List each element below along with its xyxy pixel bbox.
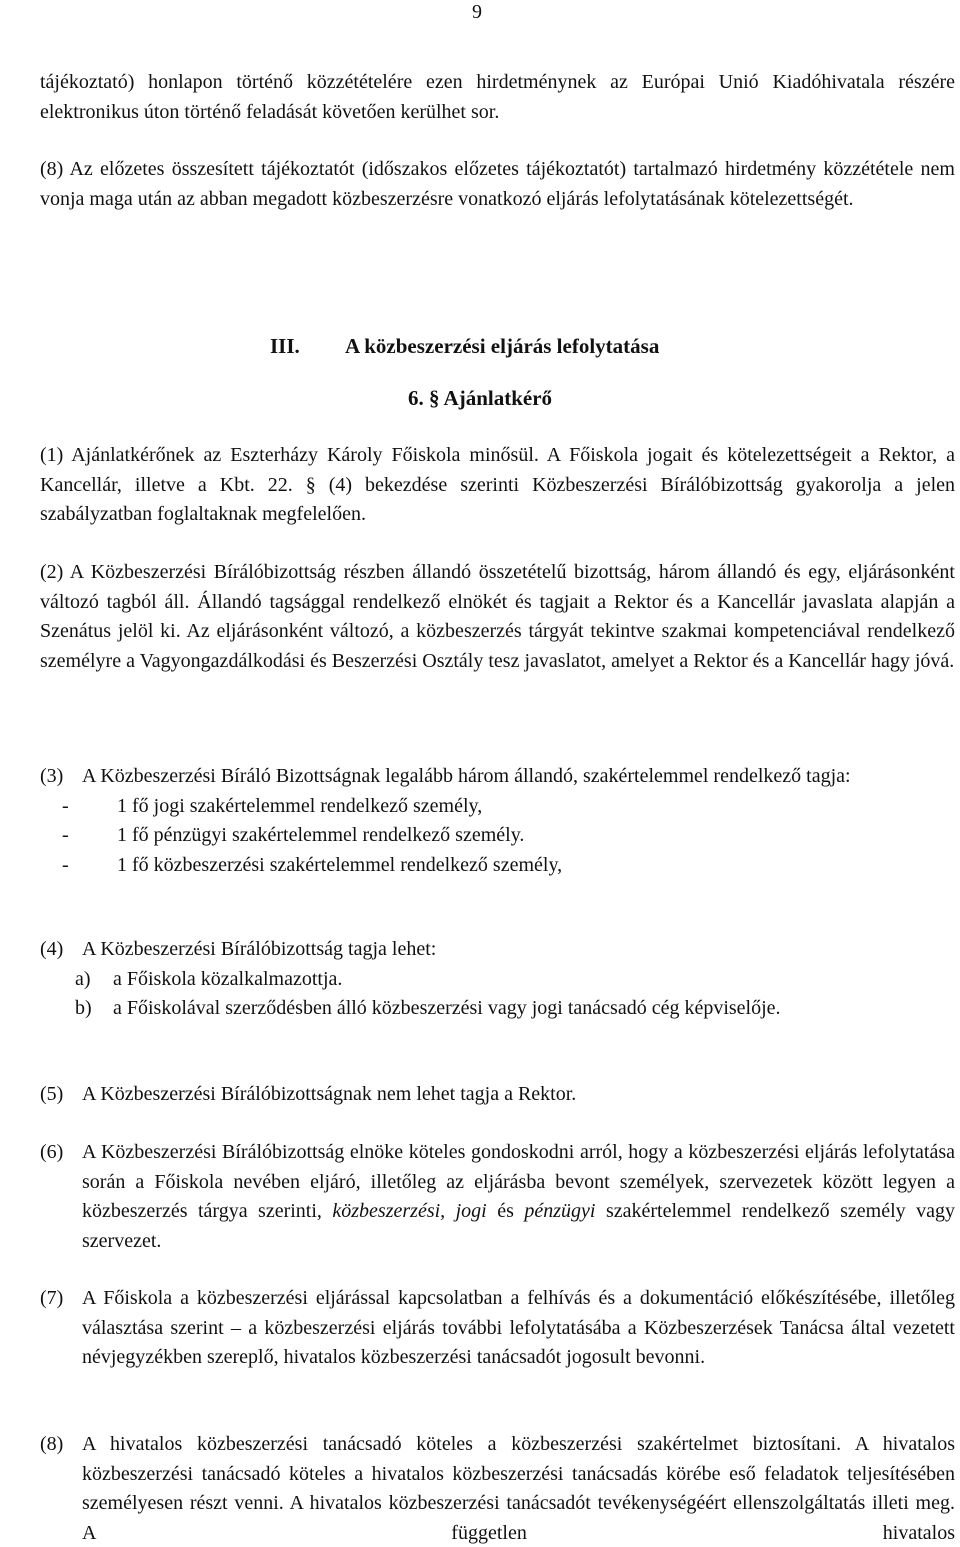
paragraph-6 xyxy=(40,1138,955,1256)
paragraph-1 xyxy=(40,441,955,530)
paragraph-7-lead xyxy=(40,1284,955,1373)
paragraph-4-text: A Közbeszerzési Bírálóbizottság tagja lehet: xyxy=(82,938,437,960)
page-number: 9 xyxy=(472,1,482,23)
list-dash: - xyxy=(62,824,69,846)
paragraph-2-text: (2) A Közbeszerzési Bírálóbizottság részben állandó összetételű bizottság, három állandó és egy, eljárásonként változó tagból áll. Állandó tagsággal rendelkező elnökét és tagjait a Rektor és a Kancellár javaslata alapján a Szenátus jelöl ki. Az eljárásonként változó, a közbeszerzés tárgyát tekintve szakmai kompetenciával rendelkező személyre a Vagyongazdálkodási és Beszerzési Osztály tesz javaslatot, amelyet a Rektor és a Kancellár hagy jóvá. xyxy=(40,561,955,672)
list-dash: - xyxy=(62,853,69,876)
list-item xyxy=(40,792,955,822)
list-item-text: a Főiskolával szerződésben álló közbeszerzési vagy jogi tanácsadó cég képviselője. xyxy=(113,997,781,1019)
list-item xyxy=(40,821,955,851)
list-item xyxy=(40,851,955,881)
paragraph-6-italic-b: pénzügyi xyxy=(524,1200,596,1222)
paragraph-6-text-a: A Közbeszerzési Bírálóbizottság elnöke köteles gondoskodni arról, hogy a közbeszerzési eljárás lefolytatása során a Főiskola nevében eljáró, illetőleg az eljárásba bevont személyek, szervezetek között legyen a közbeszerzés tárgya szerinti, xyxy=(82,1141,955,1222)
paragraph-3-label: (3) xyxy=(40,765,64,787)
paragraph-6-italic-a: közbeszerzési, jogi xyxy=(332,1200,487,1222)
paragraph-6-text xyxy=(82,1138,955,1256)
paragraph-4-lead xyxy=(40,935,955,965)
paragraph-7-label: (7) xyxy=(40,1287,64,1309)
list-dash: - xyxy=(62,794,69,817)
paragraph-8-label: (8) xyxy=(40,1433,64,1455)
paragraph-5-text: A Közbeszerzési Bírálóbizottságnak nem lehet tagja a Rektor. xyxy=(82,1083,577,1105)
list-item-text: 1 fő pénzügyi szakértelemmel rendelkező személy. xyxy=(117,824,525,846)
list-item-text: 1 fő jogi szakértelemmel rendelkező személy, xyxy=(117,794,483,817)
section-number: 6. xyxy=(407,386,424,410)
paragraph-3 xyxy=(40,762,955,880)
paragraph-8-previous-text: (8) Az előzetes összesített tájékoztatót (időszakos előzetes tájékoztatót) tartalmazó hirdetmény közzététele nem vonja maga után az abban megadott közbeszerzésre vonatkozó eljárás lefolytatásának kötelezettségét. xyxy=(40,158,955,210)
paragraph-2 xyxy=(40,558,955,676)
section-heading xyxy=(0,384,960,412)
paragraph-6-label: (6) xyxy=(40,1141,64,1163)
paragraph-4 xyxy=(40,935,955,1024)
list-item xyxy=(40,965,955,995)
paragraph-8-previous xyxy=(40,155,955,214)
section-symbol: § xyxy=(428,386,440,410)
list-item-text: 1 fő közbeszerzési szakértelemmel rendelkező személy, xyxy=(117,853,563,876)
paragraph-8-lead xyxy=(40,1430,955,1547)
paragraph-3-text: A Közbeszerzési Bíráló Bizottságnak legalább három állandó, szakértelemmel rendelkező tagja: xyxy=(82,765,851,787)
paragraph-6-text-c: szakértelemmel rendelkező személy vagy szervezet. xyxy=(82,1200,955,1252)
section-title: Ajánlatkérő xyxy=(443,386,553,410)
intro-text: tájékoztató) honlapon történő közzétételére ezen hirdetménynek az Európai Unió Kiadóhivatala részére elektronikus úton történő feladását követően kerülhet sor. xyxy=(40,71,955,123)
paragraph-6-text-b: és xyxy=(486,1200,525,1222)
paragraph-5-label: (5) xyxy=(40,1083,64,1105)
paragraph-7 xyxy=(40,1284,955,1373)
list-letter: a) xyxy=(75,967,91,990)
chapter-title: A közbeszerzési eljárás lefolytatása xyxy=(345,334,660,358)
list-letter: b) xyxy=(75,997,92,1019)
list-item xyxy=(40,994,955,1024)
paragraph-1-text: (1) Ajánlatkérőnek az Eszterházy Károly Főiskola minősül. A Főiskola jogait és kötelezettségeit a Rektor, a Kancellár, illetve a Kbt. 22. § (4) bekezdése szerinti Közbeszerzési Bírálóbizottság gyakorolja a jelen szabályzatban foglaltaknak megfelelően. xyxy=(40,444,955,525)
paragraph-5 xyxy=(40,1080,955,1110)
paragraph-7-text: A Főiskola a közbeszerzési eljárással kapcsolatban a felhívás és a dokumentáció előkészítésébe, illetőleg választása szerint – a közbeszerzési eljárás további lefolytatásába a Közbeszerzések Tanácsa által vezetett névjegyzékben szereplő, hivatalos közbeszerzési tanácsadót jogosult bevonni. xyxy=(82,1287,955,1368)
paragraph-8 xyxy=(40,1430,955,1547)
paragraph-6-lead xyxy=(40,1138,955,1256)
paragraph-5-lead xyxy=(40,1080,955,1110)
paragraph-3-lead xyxy=(40,762,955,792)
paragraph-8-text: A hivatalos közbeszerzési tanácsadó köteles a közbeszerzési szakértelmet biztosítani. A hivatalos közbeszerzési tanácsadó köteles a hivatalos közbeszerzési tanácsadás körébe eső feladatok teljesítésében személyesen részt venni. A hivatalos közbeszerzési tanácsadót tevékenységéért ellenszolgáltatás illeti meg. A független hivatalos xyxy=(82,1433,955,1544)
chapter-number: III. xyxy=(270,334,300,358)
intro-paragraph xyxy=(40,68,955,127)
paragraph-4-label: (4) xyxy=(40,938,64,960)
list-item-text: a Főiskola közalkalmazottja. xyxy=(113,967,343,990)
